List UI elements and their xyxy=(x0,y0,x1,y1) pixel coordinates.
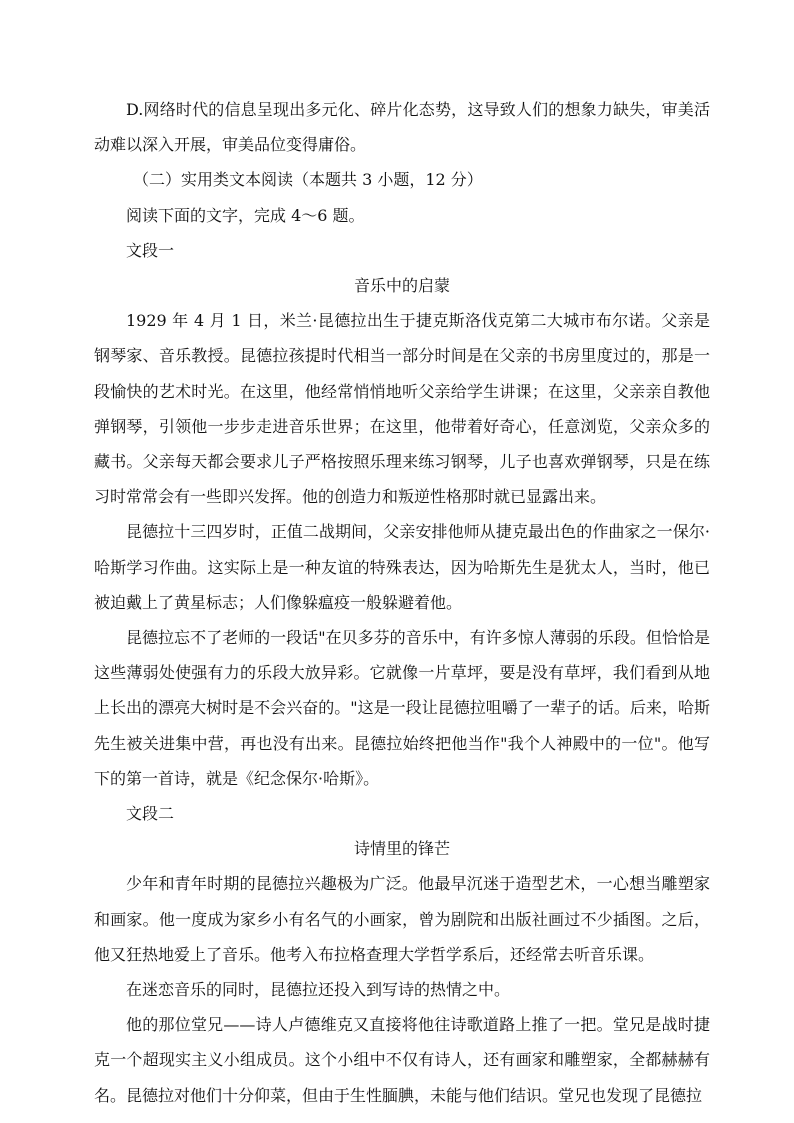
passage-one-label: 文段一 xyxy=(126,240,175,260)
section-title: （二）实用类文本阅读（本题共 3 小题，12 分） xyxy=(133,170,483,190)
body-paragraph: 少年和青年时期的昆德拉兴趣极为广泛。他最早沉迷于造型艺术，一心想当雕塑家和画家。他一度成为家乡小有名气的小画家，曾为剧院和出版社画过不少插图。之后，他又狂热地爱上了音乐。他考入布拉格查理大学哲学系后，还经常去听音乐课。 xyxy=(94,874,710,964)
passage-two-heading: 诗情里的锋芒 xyxy=(353,839,450,859)
body-paragraph: 1929 年 4 月 1 日，米兰·昆德拉出生于捷克斯洛伐克第二大城市布尔诺。父亲是钢琴家、音乐教授。昆德拉孩提时代相当一部分时间是在父亲的书房里度过的，那是一段愉快的艺术时光。在这里，他经常悄悄地听父亲给学生讲课；在这里，父亲亲自教他弹钢琴，引领他一步步走进音乐世界；在这里，他带着好奇心，任意浏览，父亲众多的藏书。父亲每天都会要求儿子严格按照乐理来练习钢琴，儿子也喜欢弹钢琴，只是在练习时常常会有一些即兴发挥。他的创造力和叛逆性格那时就已显露出来。 xyxy=(94,311,710,507)
passage-one-heading: 音乐中的启蒙 xyxy=(353,276,450,296)
body-paragraph: 在迷恋音乐的同时，昆德拉还投入到写诗的热情之中。 xyxy=(126,980,511,1000)
document-body xyxy=(94,92,710,1113)
option-d-paragraph: D.网络时代的信息呈现出多元化、碎片化态势，这导致人们的想象力缺失，审美活动难以深入开展，审美品位变得庸俗。 xyxy=(94,100,710,155)
instruction-line: 阅读下面的文字，完成 4～6 题。 xyxy=(126,205,365,225)
body-paragraph: 昆德拉十三四岁时，正值二战期间，父亲安排他师从捷克最出色的作曲家之一保尔·哈斯学习作曲。这实际上是一种友谊的特殊表达，因为哈斯先生是犹太人，当时，他已被迫戴上了黄星标志；人们像躲瘟疫一般躲避着他。 xyxy=(94,522,710,612)
passage-two-label: 文段二 xyxy=(126,804,175,824)
body-paragraph: 昆德拉忘不了老师的一段话"在贝多芬的音乐中，有许多惊人薄弱的乐段。但恰恰是这些薄弱处使强有力的乐段大放异彩。它就像一片草坪，要是没有草坪，我们看到从地上长出的漂亮大树时是不会兴奋的。"这是一段让昆德拉咀嚼了一辈子的话。后来，哈斯先生被关进集中营，再也没有出来。昆德拉始终把他当作"我个人神殿中的一位"。他写下的第一首诗，就是《纪念保尔·哈斯》。 xyxy=(94,628,710,788)
body-paragraph: 他的那位堂兄——诗人卢德维克又直接将他往诗歌道路上推了一把。堂兄是战时捷克一个超现实主义小组成员。这个小组中不仅有诗人，还有画家和雕塑家，全都赫赫有名。昆德拉对他们十分仰菜，但由于生性腼腆，未能与他们结识。堂兄也发现了昆德拉 xyxy=(94,1015,710,1105)
